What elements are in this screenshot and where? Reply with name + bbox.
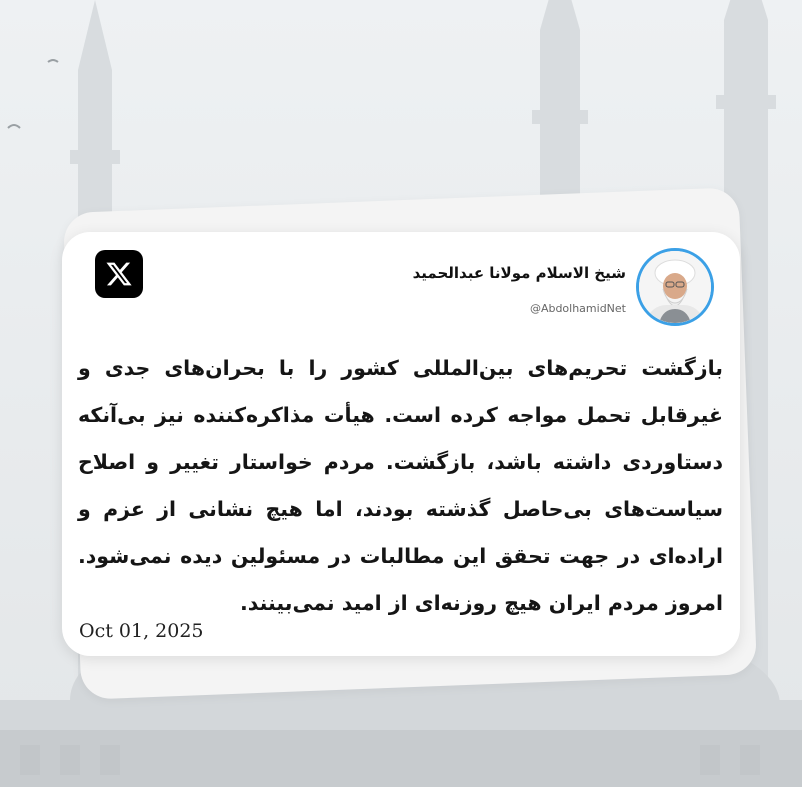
tweet-card — [62, 232, 740, 656]
author-name[interactable]: شیخ الاسلام مولانا عبدالحمید — [412, 264, 626, 282]
author-handle[interactable]: @AbdolhamidNet — [529, 302, 626, 315]
tweet-date: Oct 01, 2025 — [79, 620, 204, 642]
tweet-text: بازگشت تحریم‌های بین‌المللی کشور را با بحران‌های جدی و غیرقابل تحمل مواجه کرده است. هیأت مذاکره‌کننده نیز بی‌آنکه دستاوردی داشته باشد، بازگشت. مردم خواستار تغییر و اصلاح سیاست‌های بی‌حاصل گذشته بودند، اما هیچ نشانی از عزم و اراده‌ای در جهت تحقق این مطالبات در مسئولین دیده نمی‌شود. امروز مردم ایران هیچ روزنه‌ای از امید نمی‌بینند. — [78, 356, 723, 615]
profile-photo[interactable] — [636, 248, 714, 326]
x-logo-icon[interactable] — [95, 250, 143, 298]
